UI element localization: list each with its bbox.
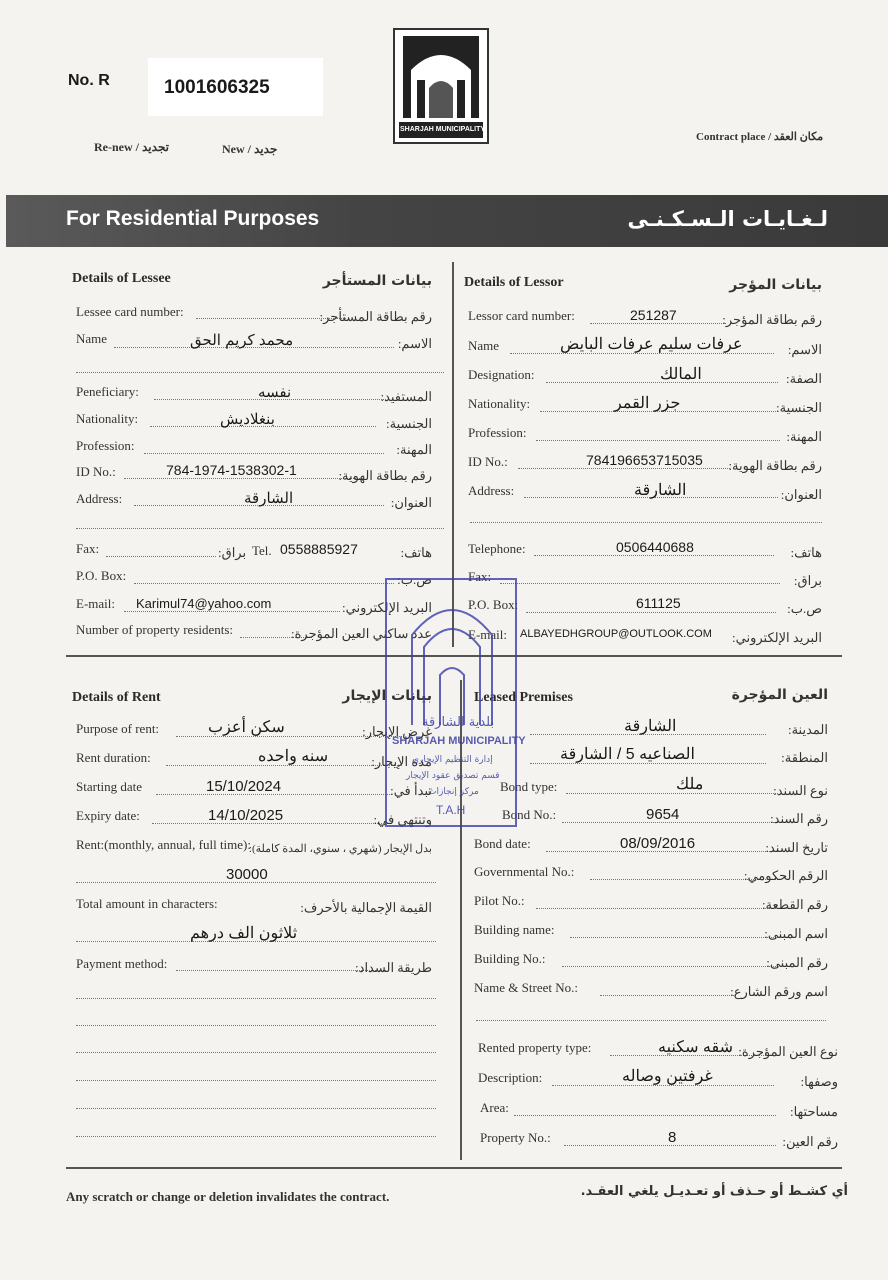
stamp-line-1: بلدية الشارقة <box>422 715 495 730</box>
footer-notice-en: Any scratch or change or deletion invalidates the contract. <box>66 1189 390 1204</box>
lessor-profession-label: Profession: <box>468 425 527 440</box>
lessor-designation-value: المالك <box>660 366 702 383</box>
lessor-tel-ar: هاتف: <box>790 545 822 560</box>
lessee-id-value: 784-1974-1538302-1 <box>166 462 297 478</box>
rent-title-en: Details of Rent <box>72 690 161 705</box>
lessee-pobox-ar: ص.ب: <box>397 572 432 587</box>
banner-title-ar: لـغـايـات الـسـكـنـى <box>627 207 828 231</box>
lessor-nationality-value: جزر القمر <box>614 395 681 412</box>
lessee-profession-label: Profession: <box>76 438 135 453</box>
rent-total-ar: القيمة الإجمالية بالأحرف: <box>300 900 432 915</box>
lessor-pobox-ar: ص.ب: <box>787 601 822 616</box>
lessee-id-label: ID No.: <box>76 464 116 479</box>
lessor-designation-ar: الصفة: <box>785 371 822 386</box>
premises-title-ar: العين المؤجرة <box>731 687 828 703</box>
lessee-address-ar: العنوان: <box>390 495 432 510</box>
lessor-name-value: عرفات سليم عرفات البايض <box>560 336 743 353</box>
premises-area2-label: Area: <box>480 1100 509 1115</box>
lessee-beneficiary-value: نفسه <box>258 384 292 401</box>
rent-start-ar: تبدأ في: <box>390 783 432 798</box>
premises-bond-type-ar: نوع السند: <box>773 783 828 798</box>
lessee-card-ar: رقم بطاقة المستأجر: <box>319 309 432 324</box>
premises-area-ar: المنطقة: <box>781 750 828 765</box>
premises-city-ar: المدينة: <box>787 722 828 737</box>
premises-desc-ar: وصفها: <box>800 1074 838 1089</box>
lessee-beneficiary-label: Peneficiary: <box>76 384 139 399</box>
rent-total-value: ثلاثون الف درهم <box>190 925 298 942</box>
lessee-pobox-label: P.O. Box: <box>76 568 127 583</box>
lessor-email-label: E-mail: <box>468 627 507 642</box>
rent-purpose-ar: غرض الإيجار: <box>362 724 432 739</box>
stamp-line-4: قسم تصديق عقود الإيجار <box>406 771 500 781</box>
rent-amount-ar: بدل الإيجار (شهري ، سنوي، المدة كاملة): <box>248 843 432 855</box>
rent-duration-label: Rent duration: <box>76 750 151 765</box>
rent-amount-label: Rent:(monthly, annual, full time): <box>76 837 251 852</box>
lessee-tel-ar: هاتف: <box>400 545 432 560</box>
lessee-email-label: E-mail: <box>76 596 115 611</box>
lessee-name-value: محمد كريم الحق <box>190 332 294 349</box>
lessor-id-value: 784196653715035 <box>586 452 703 468</box>
rent-expiry-label: Expiry date: <box>76 808 140 823</box>
lessor-card-label: Lessor card number: <box>468 308 575 323</box>
lessee-name-label: Name <box>76 331 108 346</box>
rent-purpose-value: سكن أعزب <box>208 719 285 736</box>
premises-bond-type-label: Bond type: <box>500 779 558 794</box>
premises-type-label: Rented property type: <box>478 1040 592 1055</box>
premises-bond-date-ar: تاريخ السند: <box>765 840 828 855</box>
rent-total-label: Total amount in characters: <box>76 896 218 911</box>
lessee-nationality-ar: الجنسية: <box>386 416 432 431</box>
lessee-beneficiary-ar: المستفيد: <box>380 389 432 404</box>
premises-bond-no-ar: رقم السند: <box>770 811 828 826</box>
stamp-line-5: مركز إنجازات <box>428 787 479 797</box>
premises-area-value: الصناعيه 5 / الشارقة <box>560 746 695 763</box>
lessor-card-ar: رقم بطاقة المؤجر: <box>722 312 822 327</box>
lessee-fax-label: Fax: <box>76 541 100 556</box>
premises-prop-no-label: Property No.: <box>480 1130 551 1145</box>
premises-building-no-ar: رقم المبنى: <box>766 955 828 970</box>
lessor-title-ar: بيانات المؤجر <box>729 277 822 293</box>
rent-start-value: 15/10/2024 <box>206 778 282 795</box>
premises-city-value: الشارقة <box>624 718 677 735</box>
lessor-id-ar: رقم بطاقة الهوية: <box>728 458 822 473</box>
contract-no-label: No. R <box>68 72 110 89</box>
lessor-pobox-value: 611125 <box>636 595 681 611</box>
lessee-address-value: الشارقة <box>244 490 294 507</box>
premises-street-ar: اسم ورقم الشارع: <box>730 984 828 999</box>
premises-prop-no-value: 8 <box>668 1129 677 1146</box>
lessee-nationality-value: بنغلاديش <box>220 411 275 428</box>
lessee-card-label: Lessee card number: <box>76 304 184 319</box>
premises-pilot-ar: رقم القطعة: <box>761 897 828 912</box>
rent-payment-ar: طريقة السداد: <box>355 960 432 975</box>
premises-building-name-ar: اسم المبنى: <box>764 926 828 941</box>
lessor-address-label: Address: <box>468 483 515 498</box>
footer-notice-ar: أي كشـط أو حـذف أو تعـديـل يلغي العقـد. <box>580 1184 848 1199</box>
banner-title-en: For Residential Purposes <box>66 207 320 230</box>
lessee-title-ar: بيانات المستأجر <box>322 273 432 289</box>
rent-expiry-ar: وتنتهي في: <box>373 812 432 827</box>
lessor-tel-value: 0506440688 <box>616 539 694 555</box>
lessee-name-ar: الاسم: <box>397 336 432 351</box>
rent-purpose-label: Purpose of rent: <box>76 721 160 736</box>
lessee-residents-ar: عدد ساكني العين المؤجرة: <box>290 626 432 641</box>
new-label: New / جديد <box>222 142 278 156</box>
lessor-profession-ar: المهنة: <box>786 429 822 444</box>
rent-title-ar: بيانات الإيجار <box>342 688 432 704</box>
lessor-address-ar: العنوان: <box>780 487 822 502</box>
stamp-line-6: T.A.H <box>436 803 466 817</box>
lessor-address-value: الشارقة <box>634 482 687 499</box>
lessor-designation-label: Designation: <box>468 367 535 382</box>
lessor-title-en: Details of Lessor <box>464 275 564 290</box>
lessor-fax-ar: براق: <box>793 573 822 588</box>
rent-amount-value: 30000 <box>226 866 268 883</box>
premises-desc-value: غرفتين وصاله <box>622 1068 713 1085</box>
bottom-divider <box>66 1167 842 1169</box>
premises-type-value: شقه سكنيه <box>658 1039 733 1056</box>
premises-building-no-label: Building No.: <box>474 951 546 966</box>
premises-gov-label: Governmental No.: <box>474 864 575 879</box>
lessee-profession-ar: المهنة: <box>396 442 432 457</box>
premises-desc-label: Description: <box>478 1070 543 1085</box>
premises-bond-type-value: ملك <box>676 776 704 793</box>
lessor-name-ar: الاسم: <box>787 342 822 357</box>
lessee-address-label: Address: <box>76 491 123 506</box>
lessor-tel-label: Telephone: <box>468 541 526 556</box>
lessee-email-ar: البريد الإلكتروني: <box>342 600 432 615</box>
lessor-nationality-label: Nationality: <box>468 396 531 411</box>
lessee-email-value: Karimul74@yahoo.com <box>136 596 272 611</box>
contract-place-label: Contract place / مكان العقد <box>696 131 824 143</box>
lessee-nationality-label: Nationality: <box>76 411 139 426</box>
premises-type-ar: نوع العين المؤجرة: <box>738 1044 838 1059</box>
renew-label: Re-new / تجديد <box>94 140 170 154</box>
premises-bond-no-label: Bond No.: <box>502 807 557 822</box>
stamp-line-2: SHARJAH MUNICIPALITY <box>392 735 526 747</box>
premises-title-en: Leased Premises <box>474 690 573 705</box>
logo-caption: SHARJAH MUNICIPALITY <box>400 126 486 133</box>
premises-prop-no-ar: رقم العين: <box>782 1134 838 1149</box>
lessee-fax-ar: براق: <box>218 545 247 560</box>
rent-payment-label: Payment method: <box>76 956 168 971</box>
sharjah-municipality-logo <box>393 28 489 144</box>
lessor-pobox-label: P.O. Box: <box>468 597 519 612</box>
premises-bond-no-value: 9654 <box>646 806 680 823</box>
premises-gov-ar: الرقم الحكومي: <box>743 868 828 883</box>
contract-number: 1001606325 <box>164 77 270 98</box>
rent-duration-value: سنه واحده <box>258 748 329 765</box>
premises-area2-ar: مساحتها: <box>789 1104 838 1119</box>
purpose-banner <box>6 195 888 247</box>
lessee-residents-label: Number of property residents: <box>76 622 234 637</box>
stamp-line-3: إدارة التنظيم الإيجاري <box>412 755 493 765</box>
premises-building-name-label: Building name: <box>474 922 555 937</box>
rent-duration-ar: مدة الإيجار: <box>371 754 432 769</box>
lessor-nationality-ar: الجنسية: <box>776 400 822 415</box>
lessor-name-label: Name <box>468 338 500 353</box>
lessor-id-label: ID No.: <box>468 454 508 469</box>
lessee-id-ar: رقم بطاقة الهوية: <box>338 468 432 483</box>
rent-expiry-value: 14/10/2025 <box>208 807 284 824</box>
lessor-email-ar: البريد الإلكتروني: <box>732 630 822 645</box>
lessor-email-value: ALBAYEDHGROUP@OUTLOOK.COM <box>520 628 712 640</box>
lessor-card-value: 251287 <box>630 307 677 323</box>
premises-street-label: Name & Street No.: <box>474 980 578 995</box>
rent-start-label: Starting date <box>76 779 143 794</box>
premises-pilot-label: Pilot No.: <box>474 893 525 908</box>
premises-bond-date-value: 08/09/2016 <box>620 835 696 852</box>
lessee-title-en: Details of Lessee <box>72 271 171 286</box>
lessor-fax-label: Fax: <box>468 569 492 584</box>
lessee-tel-value: 0558885927 <box>280 541 358 557</box>
lessee-tel-label: Tel. <box>252 543 272 558</box>
premises-bond-date-label: Bond date: <box>474 836 531 851</box>
